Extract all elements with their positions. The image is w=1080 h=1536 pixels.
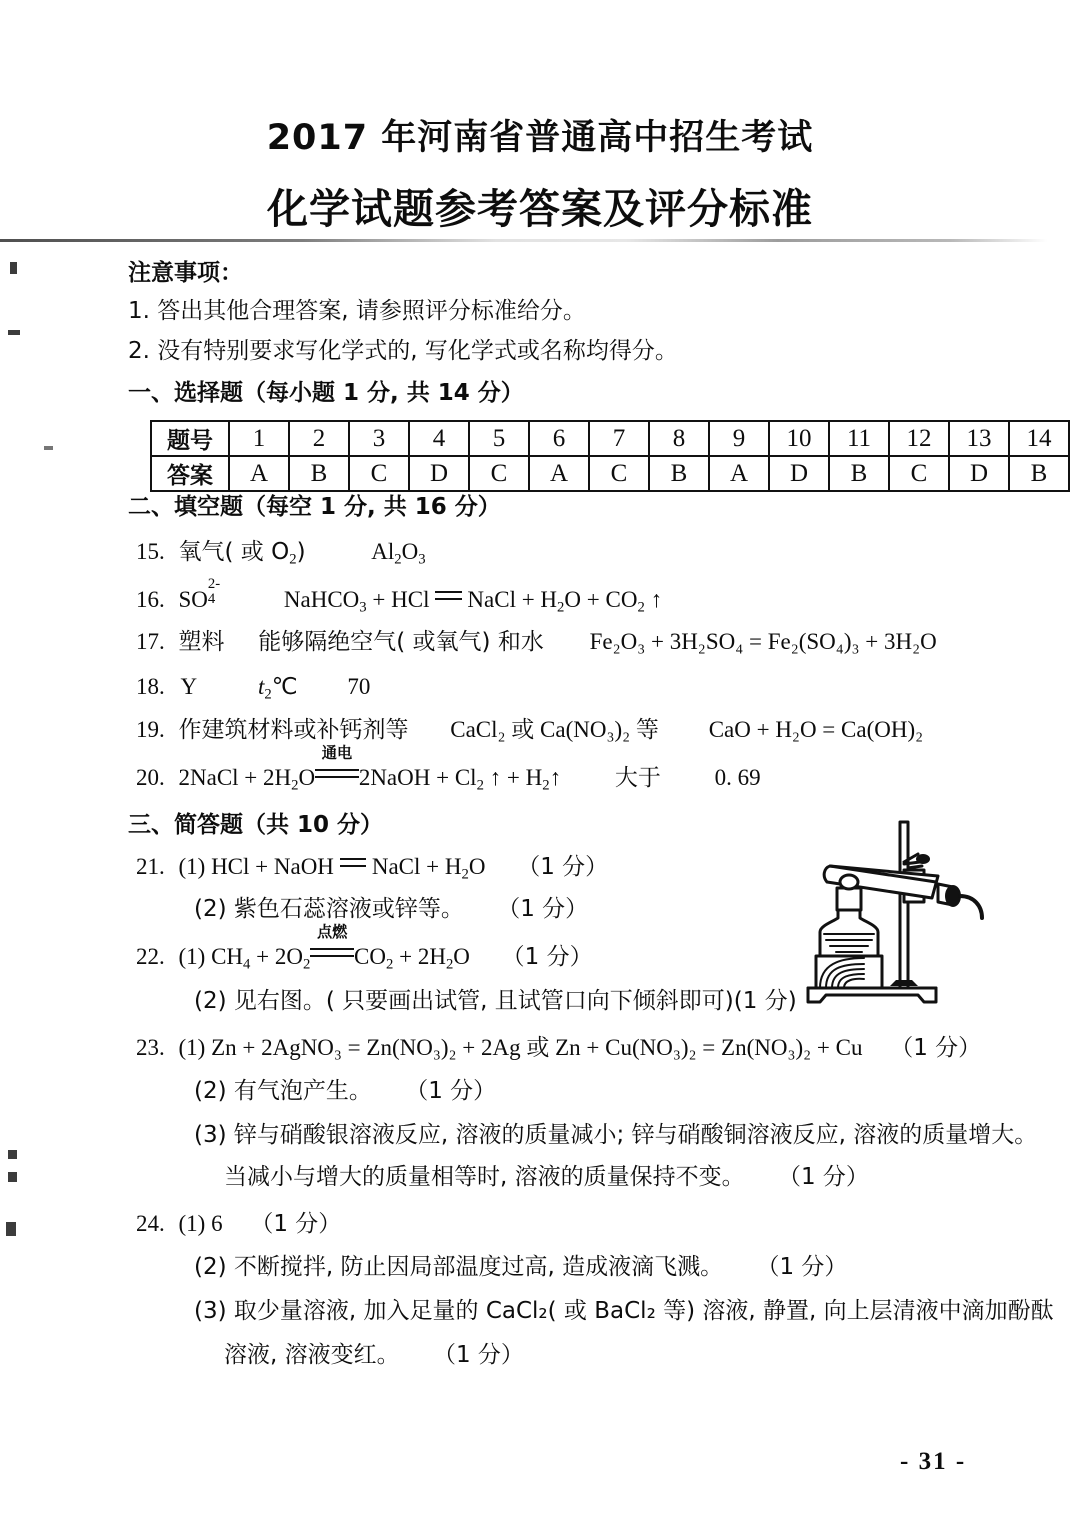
answer-text: 溶液, 溶液变红。 [224, 1342, 400, 1368]
eq-part: O [453, 944, 470, 969]
answer-item-23-2 [194, 1080, 496, 1103]
answer-item-22-1 [136, 922, 593, 973]
eq-part: O [298, 765, 316, 790]
table-row-question-numbers [151, 421, 1069, 456]
answer-item-18 [136, 674, 371, 703]
answer-item-24-3: (3) 取少量溶液, 加入足量的 CaCl₂( 或 BaCl₂ 等) 溶液, 静置, 向上层清液中滴加酚酞 [194, 1298, 1054, 1324]
title-divider [0, 239, 1080, 242]
item-19-blank-1: 作建筑材料或补钙剂等 [178, 717, 409, 743]
section-1-heading: 一、选择题（每小题 1 分, 共 14 分） [128, 380, 524, 406]
item-18-blank-3: 70 [347, 674, 371, 699]
question-number-cell: 9 [709, 421, 769, 456]
score-note: （1 分） [517, 854, 609, 880]
scan-artifact [10, 262, 17, 274]
answer-cell: B [649, 456, 709, 491]
eq-part: CO [354, 944, 386, 969]
eq-sub: 2 [291, 777, 299, 794]
equals-sign [340, 855, 366, 878]
item-18-temp-sub: 2 [264, 686, 272, 703]
item-number: 22. [136, 944, 165, 969]
eq-part: NaHCO [283, 587, 360, 612]
answer-text: 当减小与增大的质量相等时, 溶液的质量保持不变。 [224, 1164, 745, 1190]
equals-sign [435, 588, 461, 611]
answer-cell: B [289, 456, 349, 491]
item-number: 18. [136, 674, 165, 699]
answer-cell: D [949, 456, 1009, 491]
eq-part: O [468, 854, 486, 879]
answer-cell: D [769, 456, 829, 491]
gas-arrow-icon: ↑ [650, 587, 663, 612]
score-note: （1 分） [405, 1078, 497, 1104]
item-15-blank-1: 氧气( 或 O [178, 539, 290, 565]
item-15-blank-2-mid: O [401, 539, 419, 564]
eq-part: + H [501, 765, 543, 790]
item-15-blank-2: Al [371, 539, 395, 564]
eq-sub: 2 [461, 866, 469, 883]
answer-cell: B [829, 456, 889, 491]
answer-item-19 [136, 718, 923, 742]
eq-part: NaCl + H [467, 587, 558, 612]
item-number: 20. [136, 765, 165, 790]
answer-item-23-4 [224, 1166, 869, 1189]
notes-item-2: 2. 没有特别要求写化学式的, 写化学式或名称均得分。 [128, 338, 678, 364]
answer-item-24-1 [136, 1212, 341, 1236]
answer-item-20 [136, 743, 761, 794]
gas-arrow-icon: ↑ [489, 765, 502, 790]
eq-part: O + CO [564, 587, 638, 612]
eq-sub: 2 [302, 956, 311, 973]
eq-part: + 2O [250, 944, 303, 969]
item-18-temp: t [258, 674, 265, 699]
eq-part: NaCl + H [371, 854, 462, 879]
gas-arrow-icon: ↑ [549, 765, 562, 790]
eq-sub: 2 [557, 599, 565, 616]
item-18-temp-unit: ℃ [271, 674, 298, 700]
answer-cell: C [349, 456, 409, 491]
item-number: 21. [136, 854, 165, 879]
equation-text: (1) Zn + 2AgNO₃ = Zn(NO₃)₂ + 2Ag 或 Zn + Cu(NO₃)₂ = Zn(NO₃)₂ + Cu [178, 1035, 863, 1060]
eq-part: + HCl [366, 587, 430, 612]
scan-artifact [44, 446, 53, 450]
reaction-condition-ignition: 点燃 [310, 945, 354, 968]
answer-text: (2) 紫色石蕊溶液或锌等。 [194, 896, 464, 922]
question-number-cell: 2 [289, 421, 349, 456]
score-note: （1 分） [777, 1164, 869, 1190]
item-number: 16. [136, 587, 165, 612]
item-17-blank-2: 能够隔绝空气( 或氧气) 和水 [258, 629, 544, 655]
eq-sub: 2 [385, 956, 394, 973]
score-note: （1 分） [501, 944, 593, 970]
section-2-heading: 二、填空题（每空 1 分, 共 16 分） [128, 494, 501, 520]
question-number-cell: 14 [1009, 421, 1069, 456]
answer-item-16 [136, 576, 663, 616]
answer-text: (1) 6 [178, 1211, 223, 1236]
eq-part: 2NaOH + Cl [358, 765, 477, 790]
question-number-cell: 10 [769, 421, 829, 456]
answer-cell: A [709, 456, 769, 491]
item-19-equation: CaO + H₂O = Ca(OH)₂ [708, 717, 924, 742]
item-15-blank-1-sub: 2 [289, 551, 297, 568]
question-number-cell: 7 [589, 421, 649, 456]
answer-item-24-4 [224, 1344, 524, 1367]
question-number-cell: 4 [409, 421, 469, 456]
answer-item-23-1 [136, 1036, 981, 1060]
eq-sub: 2 [476, 777, 484, 794]
item-17-equation: Fe₂O₃ + 3H₂SO₄ = Fe₂(SO₄)₃ + 3H₂O [589, 629, 937, 654]
lab-apparatus-figure [786, 812, 1054, 1014]
item-18-blank-1: Y [180, 674, 197, 699]
item-15-blank-1-end: ) [296, 539, 306, 565]
page-number: - 31 - [900, 1448, 967, 1475]
answer-cell: C [589, 456, 649, 491]
answer-cell: C [469, 456, 529, 491]
page-title-line1: 2017 年河南省普通高中招生考试 [266, 118, 814, 158]
score-note: （1 分） [890, 1035, 982, 1061]
table-header-question: 题号 [151, 421, 229, 456]
answer-cell: B [1009, 456, 1069, 491]
eq-sub: 2 [445, 956, 454, 973]
table-row-answers [151, 456, 1069, 491]
item-20-equation [178, 743, 562, 794]
question-number-cell: 11 [829, 421, 889, 456]
eq-part: + 2H [393, 944, 446, 969]
question-number-cell: 13 [949, 421, 1009, 456]
answer-item-21-1 [136, 854, 609, 883]
item-number: 15. [136, 539, 165, 564]
item-number: 23. [136, 1035, 165, 1060]
answer-cell: A [229, 456, 289, 491]
reaction-condition-electrolysis: 通电 [315, 766, 359, 789]
answer-item-22-2: (2) 见右图。( 只要画出试管, 且试管口向下倾斜即可)(1 分) [194, 988, 797, 1014]
table-header-answer: 答案 [151, 456, 229, 491]
item-20-blank-2: 大于 [614, 765, 661, 791]
section-3-heading: 三、简答题（共 10 分） [128, 812, 384, 838]
score-note: （1 分） [432, 1342, 524, 1368]
score-note: （1 分） [756, 1254, 848, 1280]
answer-table [150, 420, 1070, 492]
answer-cell: C [889, 456, 949, 491]
notes-item-1: 1. 答出其他合理答案, 请参照评分标准给分。 [128, 298, 586, 324]
item-16-ion-charge: 2- 4 [207, 576, 221, 607]
item-17-blank-1: 塑料 [178, 629, 225, 655]
item-15-blank-2-sub2: 3 [418, 551, 426, 568]
item-15-blank-2-sub1: 2 [394, 551, 402, 568]
notes-heading: 注意事项： [128, 260, 243, 286]
eq-part: 2NaCl + 2H [178, 765, 292, 790]
item-number: 19. [136, 717, 165, 742]
eq-part: (1) HCl + NaOH [178, 854, 334, 879]
question-number-cell: 1 [229, 421, 289, 456]
score-note: （1 分） [250, 1211, 342, 1237]
answer-item-17 [136, 630, 937, 654]
answer-item-24-2 [194, 1256, 847, 1279]
scan-artifact [6, 1222, 16, 1236]
question-number-cell: 3 [349, 421, 409, 456]
scan-artifact [8, 1172, 17, 1182]
item-16-equation [283, 587, 663, 616]
eq-sub: 4 [243, 956, 251, 973]
eq-part: (1) CH [178, 944, 244, 969]
question-number-cell: 6 [529, 421, 589, 456]
score-note: （1 分） [497, 896, 589, 922]
answer-cell: A [529, 456, 589, 491]
question-number-cell: 5 [469, 421, 529, 456]
question-number-cell: 8 [649, 421, 709, 456]
eq-sub: 3 [359, 599, 367, 616]
scan-artifact [8, 330, 20, 335]
page-title-line2: 化学试题参考答案及评分标准 [267, 185, 813, 233]
item-16-ion: SO [178, 587, 208, 612]
answer-cell: D [409, 456, 469, 491]
answer-item-15 [136, 539, 426, 568]
eq-sub: 2 [637, 599, 645, 616]
scan-artifact [8, 1150, 17, 1159]
eq-sub: 2 [542, 777, 550, 794]
question-number-cell: 12 [889, 421, 949, 456]
item-number: 17. [136, 629, 165, 654]
item-number: 24. [136, 1211, 165, 1236]
answer-text: (2) 不断搅拌, 防止因局部温度过高, 造成液滴飞溅。 [194, 1254, 724, 1280]
item-19-blank-2: CaCl₂ 或 Ca(NO₃)₂ 等 [450, 717, 659, 742]
answer-item-23-3: (3) 锌与硝酸银溶液反应, 溶液的质量减小; 锌与硝酸铜溶液反应, 溶液的质量增大。 [194, 1122, 1038, 1148]
answer-text: (2) 有气泡产生。 [194, 1078, 372, 1104]
answer-item-21-2 [194, 898, 588, 921]
item-20-blank-3: 0. 69 [714, 765, 761, 790]
